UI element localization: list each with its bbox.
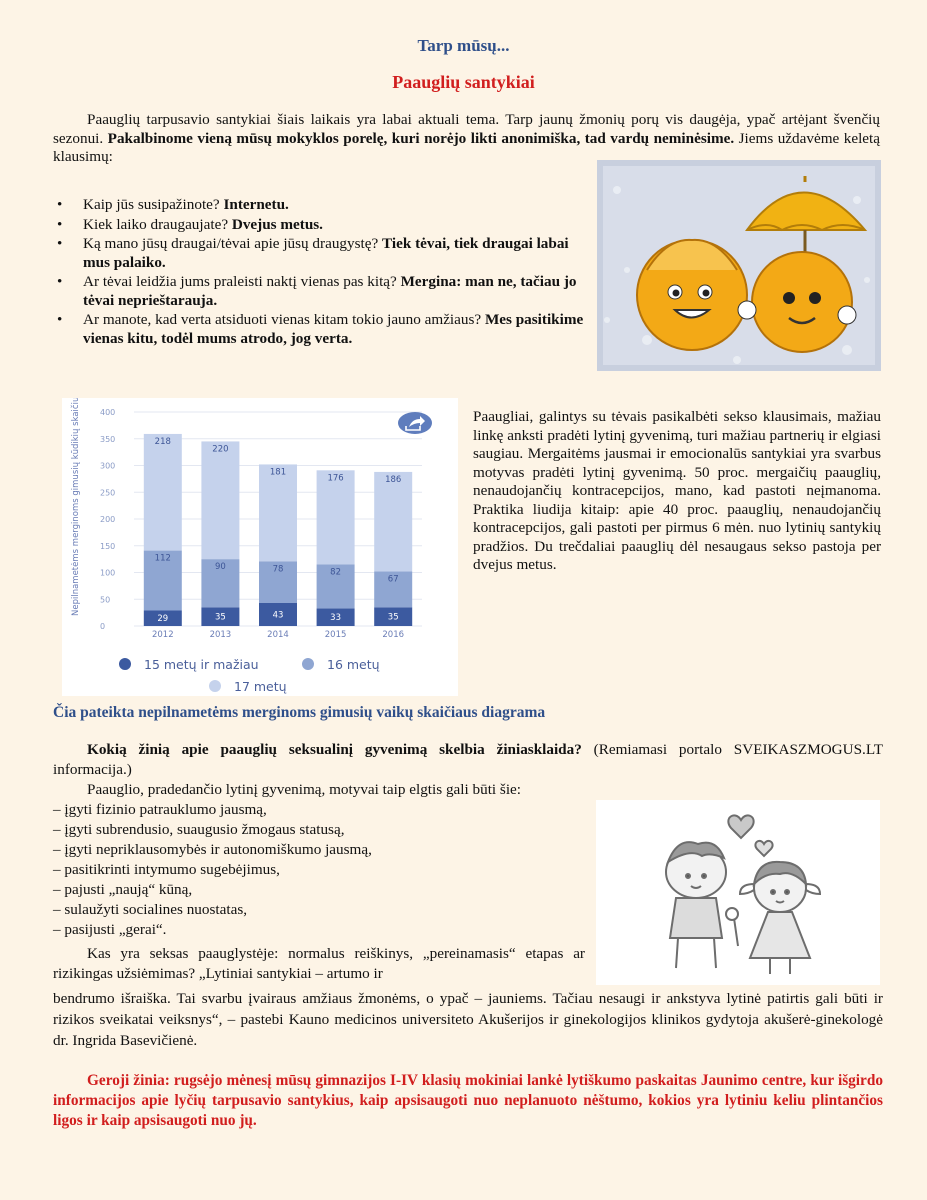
data-label: 218 [154, 436, 171, 447]
data-label: 35 [387, 612, 399, 623]
chart-y-ticks [100, 408, 115, 631]
qa-item: • Ar tėvai leidžia jums praleisti naktį vienas pas kitą? Mergina: man ne, tačiau jo tėvai neprieštarauja. [57, 273, 577, 309]
couple-illustration [596, 800, 880, 985]
para-2: bendrumo išraiška. Tai svarbu įvairaus amžiaus žmonėms, o ypač – jauniems. Tačiau nesaugi ir ankstyva lytinė patirtis gali būti ir rizikos sveikatai veiksnys“, – pastebi Kauno medicinos universiteto Akušerijos ir ginekologijos klinikos gydytoja akušerė-ginekologė dr. Ingrida Basevičienė. [53, 990, 883, 1049]
oranges-umbrella-illustration [597, 160, 881, 371]
page-title: Paauglių santykiai [392, 72, 535, 92]
y-tick-label: 350 [100, 434, 116, 444]
data-label: 29 [157, 614, 169, 625]
bullet-icon: • [57, 196, 63, 213]
list-item: – pasijusti „gerai“. [53, 921, 167, 938]
intro-tail: Jiems uždavėme keletą klausimų: [53, 129, 880, 165]
intro-text: Paauglių tarpusavio santykiai šiais laikais yra labai aktuali tema. Tarp jaunų žmonių porų vis daugėja, ypač artėjant švenčių sezonui. [53, 111, 880, 147]
x-tick-label: 2013 [209, 630, 232, 640]
data-label: 33 [330, 613, 342, 624]
section2-heading-bold: Kokią žinią apie paauglių seksualinį gyvenimą skelbia žiniasklaida? [87, 741, 582, 758]
list-item: – sulaužyti socialines nuostatas, [53, 901, 248, 918]
section2-heading [53, 740, 883, 780]
births-chart [62, 398, 458, 696]
bullet-icon: • [57, 273, 63, 290]
y-tick-label: 150 [100, 541, 116, 551]
chart-x-ticks [152, 630, 404, 640]
y-tick-label: 200 [100, 515, 116, 524]
list-item: – įgyti subrendusio, suaugusio žmogaus statusą, [53, 821, 345, 838]
chart-legend [119, 657, 380, 694]
bar-segment [144, 434, 182, 551]
section2-source: (Remiamasi portalo SVEIKASZMOGUS.LT informacija.) [53, 741, 884, 778]
couple-sketch-icon [596, 800, 880, 985]
intro-paragraph [53, 111, 880, 167]
data-label: 181 [269, 467, 287, 478]
para-1: Kas yra seksas paauglystėje: normalus reiškinys, „pereinamasis“ etapas ar rizikingas užsiėmimas? „Lytiniai santykiai – artumo ir [53, 945, 585, 982]
chart-caption: Čia pateikta nepilnametėms merginoms gimusių vaikų skaičiaus diagrama [53, 704, 546, 721]
side-paragraph: Paaugliai, galintys su tėvais pasikalbėti sekso klausimais, mažiau linkę anksti pradėti lytinį gyvenimą, turi mažiau partnerių ir elgiasi saugiau. Mergaitėms jausmai ir emocionalūs santykiai yra svarbus motyvas pradėti lytinį gyvenimą. 50 proc. mergaičių paauglių, nenaudojančių kontracepcijos, mano, kad pastoti neįmanoma. Praktika liudija kitaip: apie 40 proc. paauglių, nenaudojančių kontracepcijos, gali pastoti per pirmus 6 mėn. nuo lytinių santykių pradžios. Du trečdaliai paauglių dėl nesaugaus sekso pastoja per dvejus metus. [473, 408, 881, 573]
bullet-icon: • [57, 215, 63, 233]
x-tick-label: 2014 [267, 630, 289, 640]
bar-segment [374, 472, 412, 572]
oranges-umbrella-icon [597, 160, 881, 371]
list-item: – įgyti nepriklausomybės ir autonomiškumo jausmą, [53, 841, 372, 858]
chart-bars [144, 434, 412, 626]
list-item: – pajusti „naują“ kūną, [53, 881, 193, 898]
qa-item: • Kiek laiko draugaujate? Dvejus metus. [57, 215, 323, 233]
chart-ylabel: Nepilnametėms merginoms gimusių kūdikių skaičius [71, 398, 81, 616]
y-tick-label: 50 [100, 595, 111, 605]
good-news: Geroji žinia: rugsėjo mėnesį mūsų gimnazijos I-IV klasių mokiniai lankė lytiškumo paskaitas Jaunimo centre, kur išgirdo informacijos apie lyčių tarpusavio santykius, kaip apsisaugoti nuo neplanuoto nėštumo, kokios yra lytiniu keliu plintančios ligos ir kaip apsisaugoti nuo jų. [53, 1072, 883, 1129]
legend-label-17: 17 metų [234, 679, 287, 694]
qa-item: • Kaip jūs susipažinote? Internetu. [57, 196, 289, 213]
legend-swatch-17 [209, 680, 221, 692]
data-label: 78 [272, 564, 284, 575]
x-tick-label: 2016 [382, 630, 405, 640]
list-item: – įgyti fizinio patrauklumo jausmą, [53, 801, 267, 818]
data-label: 43 [272, 610, 284, 621]
y-tick-label: 400 [100, 408, 116, 417]
share-button[interactable] [398, 412, 432, 434]
bar-segment [317, 470, 355, 564]
bar-segment [201, 441, 239, 559]
section-title: Tarp mūsų... [417, 36, 510, 55]
motives-lead: Paauglio, pradedančio lytinį gyvenimą, motyvai taip elgtis gali būti šie: [87, 781, 522, 798]
data-label: 112 [154, 553, 171, 564]
qa-list [53, 196, 591, 349]
list-item: – pasitikrinti intymumo sugebėjimus, [53, 861, 280, 878]
legend-label-15: 15 metų ir mažiau [144, 657, 259, 672]
y-tick-label: 250 [100, 488, 116, 498]
births-chart-svg [62, 398, 458, 696]
data-label: 90 [214, 562, 226, 573]
x-tick-label: 2015 [324, 630, 347, 640]
legend-label-16: 16 metų [327, 657, 380, 672]
data-label: 186 [385, 474, 402, 485]
data-label: 220 [212, 444, 229, 455]
y-tick-label: 0 [100, 622, 106, 631]
data-label: 67 [387, 574, 399, 585]
legend-swatch-16 [302, 658, 314, 670]
bar-segment [259, 464, 297, 561]
y-tick-label: 300 [100, 461, 116, 471]
data-label: 82 [330, 567, 342, 578]
y-tick-label: 100 [100, 568, 116, 578]
x-tick-label: 2012 [151, 630, 174, 640]
data-label: 35 [214, 612, 226, 623]
qa-item: • Ar manote, kad verta atsiduoti vienas kitam tokio jauno amžiaus? Mes pasitikime vienas kitu, todėl mums atrodo, jog verta. [57, 311, 584, 347]
intro-bold: Pakalbinome vieną mūsų mokyklos porelę, kuri norėjo likti anonimiška, tad vardų neminėsime. [107, 129, 735, 147]
data-label: 176 [327, 473, 344, 484]
bullet-icon: • [57, 311, 63, 328]
qa-item: • Ką mano jūsų draugai/tėvai apie jūsų draugystę? Tiek tėvai, tiek draugai labai mus palaiko. [57, 235, 569, 271]
motives-list [53, 800, 593, 940]
legend-swatch-15 [119, 658, 131, 670]
bullet-icon: • [57, 235, 63, 252]
